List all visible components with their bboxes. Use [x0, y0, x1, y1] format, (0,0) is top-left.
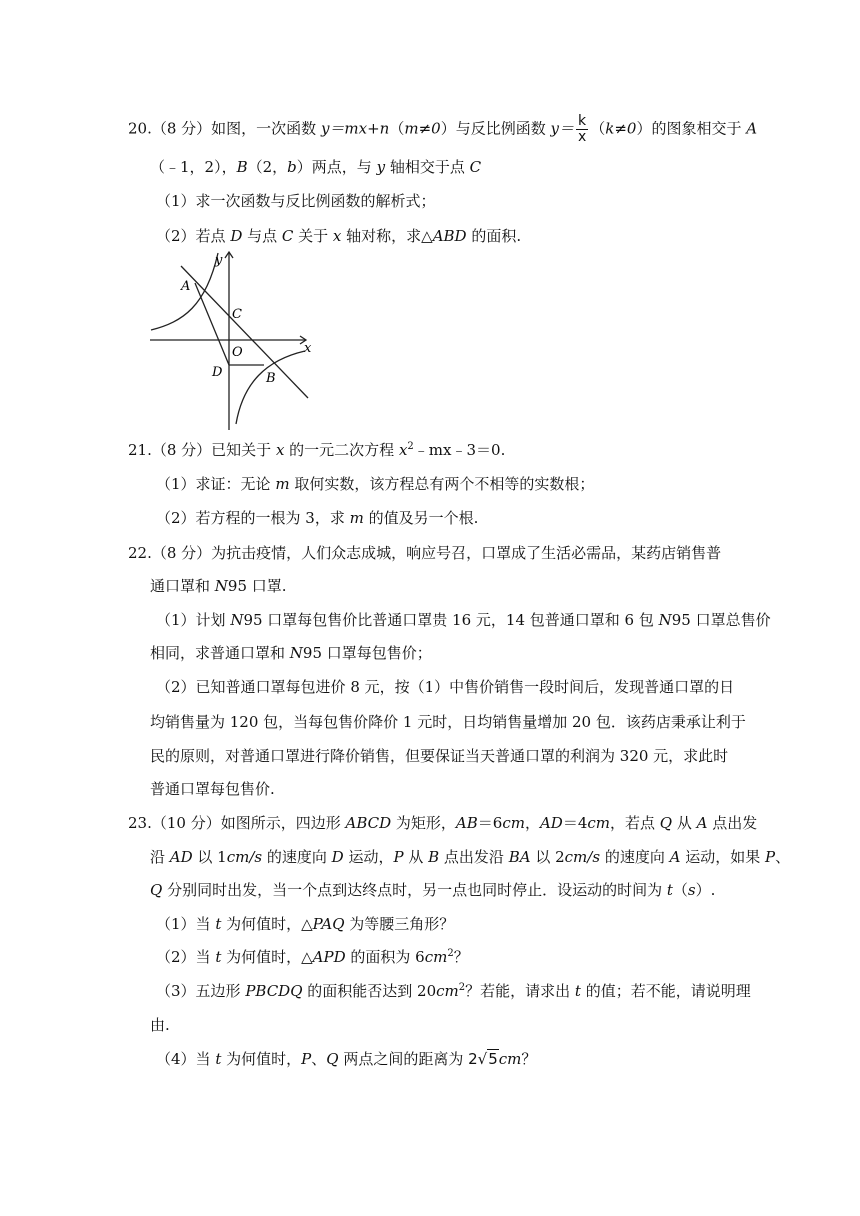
- sqrt-radicand: 5: [488, 1050, 498, 1068]
- text: 从: [672, 814, 697, 832]
- text: 的值；若不能，请说明理: [580, 982, 751, 1000]
- q22-sub1-line2: [150, 643, 432, 663]
- q20-line1: [128, 114, 757, 145]
- unit-cm: cm: [498, 1050, 522, 1068]
- sqrt-expression: 2√5: [468, 1050, 498, 1068]
- var-t: t: [574, 982, 581, 1000]
- q23-sub2: [156, 947, 469, 967]
- text: 以 1: [192, 848, 227, 866]
- text: （1）求证：无论: [156, 475, 276, 493]
- text: （2）当: [156, 948, 216, 966]
- hyperbola-branch-right: [236, 351, 305, 424]
- unit-cm: cm: [587, 814, 610, 832]
- triangle-apd: APD: [312, 948, 346, 966]
- q23-sub1: [156, 914, 454, 934]
- text: 、: [311, 1050, 327, 1068]
- var-b: b: [287, 158, 297, 176]
- text: （: [672, 881, 688, 899]
- q21-line1: [128, 440, 505, 460]
- text: （1）计划: [156, 611, 231, 629]
- text: 95 口罩每包售价；: [302, 644, 432, 662]
- text: ＝6: [477, 814, 503, 832]
- text: 的一元二次方程: [284, 441, 399, 459]
- function-graph-figure: [148, 248, 323, 433]
- text: 从: [403, 848, 429, 866]
- text: 23.（10 分）如图所示，四边形: [128, 814, 346, 832]
- text: 的面积.: [466, 227, 522, 245]
- label-d: D: [212, 365, 223, 380]
- text: 21.（8 分）已知关于: [128, 441, 276, 459]
- text: （: [389, 119, 405, 138]
- text: （1）当: [156, 915, 216, 933]
- label-x: x: [304, 341, 312, 356]
- q20-line2: [150, 157, 481, 177]
- q23-sub4: [156, 1049, 536, 1069]
- text: 为等腰三角形？: [344, 915, 455, 933]
- text: 取何实数，该方程总有两个不相等的实数根；: [289, 475, 595, 493]
- exponent: 2: [458, 982, 466, 993]
- text: 轴相交于点: [385, 158, 470, 176]
- text: 分别同时出发，当一个点到达终点时，另一点也同时停止．设运动的时间为: [162, 881, 667, 899]
- q23-sub3-line2: 由.: [150, 1016, 170, 1034]
- point-d: D: [230, 227, 243, 245]
- text: 的面积为 6: [345, 948, 425, 966]
- q22-sub2-line2: 均销售量为 120 包，当每包售价降价 1 元时，日均销售量增加 20 包．该药店秉承让利于: [150, 713, 746, 731]
- text: 运动，如果: [680, 848, 765, 866]
- text: 95 口罩总售价: [671, 611, 771, 629]
- point-q: Q: [150, 881, 163, 899]
- point-b: B: [236, 158, 248, 176]
- point-c: C: [469, 158, 482, 176]
- text: 点出发: [707, 814, 758, 832]
- text: 95 口罩每包售价比普通口罩贵 16 元，14 包普通口罩和 6 包: [243, 611, 659, 629]
- point-a: A: [669, 848, 681, 866]
- exponent: 2: [447, 948, 454, 959]
- q21-sub2: [156, 508, 478, 528]
- point-p: P: [301, 1050, 312, 1068]
- text: ，: [524, 814, 540, 832]
- point-q: Q: [326, 1050, 339, 1068]
- text: （4）当: [156, 1050, 216, 1068]
- label-b: B: [266, 371, 276, 386]
- text: 20.（8 分）如图，一次函数: [128, 119, 321, 138]
- text: （﹣1，2），: [150, 158, 237, 176]
- q22-sub2-line4: 普通口罩每包售价.: [150, 780, 275, 798]
- text: 轴对称，求△: [341, 227, 433, 245]
- unit-s: s: [687, 881, 696, 899]
- text: ？若能，请求出: [465, 982, 575, 1000]
- text: （2）若方程的一根为 3，求: [156, 509, 350, 527]
- point-d: D: [331, 848, 344, 866]
- text: （2）若点: [156, 227, 231, 245]
- var-x: x: [275, 441, 285, 459]
- text: （: [590, 119, 606, 138]
- fraction-numerator: k: [576, 114, 588, 130]
- text: ）两点，与: [296, 158, 377, 176]
- q22-sub1-line1: [156, 610, 771, 630]
- equation-x: x: [398, 441, 408, 459]
- var-x: x: [332, 227, 342, 245]
- equation-rest: ﹣mx﹣3＝0.: [413, 441, 506, 459]
- var-t: t: [215, 1050, 222, 1068]
- unit-cms: cm/s: [564, 848, 601, 866]
- text: 为何值时，△: [221, 915, 313, 933]
- var-y: y: [376, 158, 386, 176]
- text: 沿: [150, 848, 170, 866]
- q23-line1: [128, 813, 757, 833]
- point-p: P: [764, 848, 776, 866]
- equation-inverse: y＝: [550, 119, 574, 138]
- text: 以 2: [530, 848, 565, 866]
- text: 的值及另一个根.: [363, 509, 479, 527]
- text: 为何值时，: [221, 1050, 302, 1068]
- text: 与点: [242, 227, 282, 245]
- triangle-paq: PAQ: [312, 915, 345, 933]
- q23-line3: [150, 880, 715, 900]
- seg-ad: AD: [539, 814, 563, 832]
- text: ）与反比例函数: [440, 119, 551, 138]
- text: 两点之间的距离为: [338, 1050, 469, 1068]
- text: 为何值时，△: [221, 948, 313, 966]
- label-c: C: [232, 307, 242, 322]
- linear-function-line: [181, 266, 308, 398]
- text: ？: [453, 948, 469, 966]
- seg-ab: AB: [455, 814, 478, 832]
- var-n: N: [230, 611, 244, 629]
- q22-sub2-line1: （2）已知普通口罩每包进价 8 元，按（1）中售价销售一段时间后，发现普通口罩的日: [156, 678, 735, 696]
- text: ＝4: [562, 814, 588, 832]
- unit-cms: cm/s: [226, 848, 263, 866]
- equation-linear: y＝mx+n: [320, 119, 390, 138]
- segment-ad: [195, 283, 229, 365]
- q22-sub2-line3: 民的原则，对普通口罩进行降价销售，但要保证当天普通口罩的利润为 320 元，求此时: [150, 747, 729, 765]
- point-a: A: [696, 814, 708, 832]
- text: 的速度向: [262, 848, 332, 866]
- unit-cm: cm: [424, 948, 448, 966]
- text: （2，: [247, 158, 288, 176]
- var-t: t: [666, 881, 673, 899]
- text: 通口罩和: [150, 577, 215, 595]
- q22-line2: [150, 576, 287, 596]
- label-y: y: [215, 253, 223, 268]
- text: 运动，: [343, 848, 394, 866]
- point-a: A: [746, 119, 758, 138]
- q20-sub2: [156, 226, 521, 246]
- point-p: P: [393, 848, 404, 866]
- text: 95 口罩.: [227, 577, 287, 595]
- text: 、: [775, 848, 791, 866]
- text: （3）五边形: [156, 982, 246, 1000]
- var-n: N: [289, 644, 303, 662]
- text: 为矩形，: [391, 814, 456, 832]
- q20-sub1: （1）求一次函数与反比例函数的解析式；: [156, 192, 436, 210]
- sqrt-coefficient: 2: [468, 1050, 478, 1068]
- var-n: N: [214, 577, 228, 595]
- text: 的速度向: [600, 848, 670, 866]
- unit-cm: cm: [436, 982, 459, 1000]
- text: 相同，求普通口罩和: [150, 644, 290, 662]
- text: ）的图象相交于: [636, 119, 747, 138]
- text: ？: [521, 1050, 537, 1068]
- var-m: m: [349, 509, 364, 527]
- var-n: N: [658, 611, 672, 629]
- unit-cm: cm: [502, 814, 525, 832]
- seg-ba: BA: [508, 848, 531, 866]
- var-m: m: [275, 475, 290, 493]
- var-t: t: [215, 948, 222, 966]
- text: ，若点: [609, 814, 660, 832]
- condition-k: k≠0: [605, 119, 637, 138]
- exponent: 2: [407, 441, 414, 452]
- label-o: O: [232, 345, 243, 360]
- triangle-abd: ABD: [432, 227, 467, 245]
- point-c: C: [281, 227, 294, 245]
- text: ）.: [695, 881, 716, 899]
- label-a: A: [181, 279, 191, 294]
- q21-sub1: [156, 474, 594, 494]
- fraction-denominator: x: [577, 129, 587, 145]
- q23-sub3: [156, 981, 751, 1001]
- var-t: t: [215, 915, 222, 933]
- pentagon-pbcdq: PBCDQ: [245, 982, 303, 1000]
- condition-m: m≠0: [404, 119, 441, 138]
- seg-ad: AD: [169, 848, 193, 866]
- q23-line2: [150, 847, 790, 867]
- point-b: B: [428, 848, 440, 866]
- quad-abcd: ABCD: [345, 814, 392, 832]
- text: 点出发沿: [439, 848, 509, 866]
- point-q: Q: [659, 814, 673, 832]
- text: 关于: [293, 227, 333, 245]
- q22-line1: 22.（8 分）为抗击疫情，人们众志成城，响应号召，口罩成了生活必需品，某药店销售普: [128, 544, 722, 562]
- text: 的面积能否达到 20: [302, 982, 437, 1000]
- fraction-k-over-x: [576, 114, 588, 145]
